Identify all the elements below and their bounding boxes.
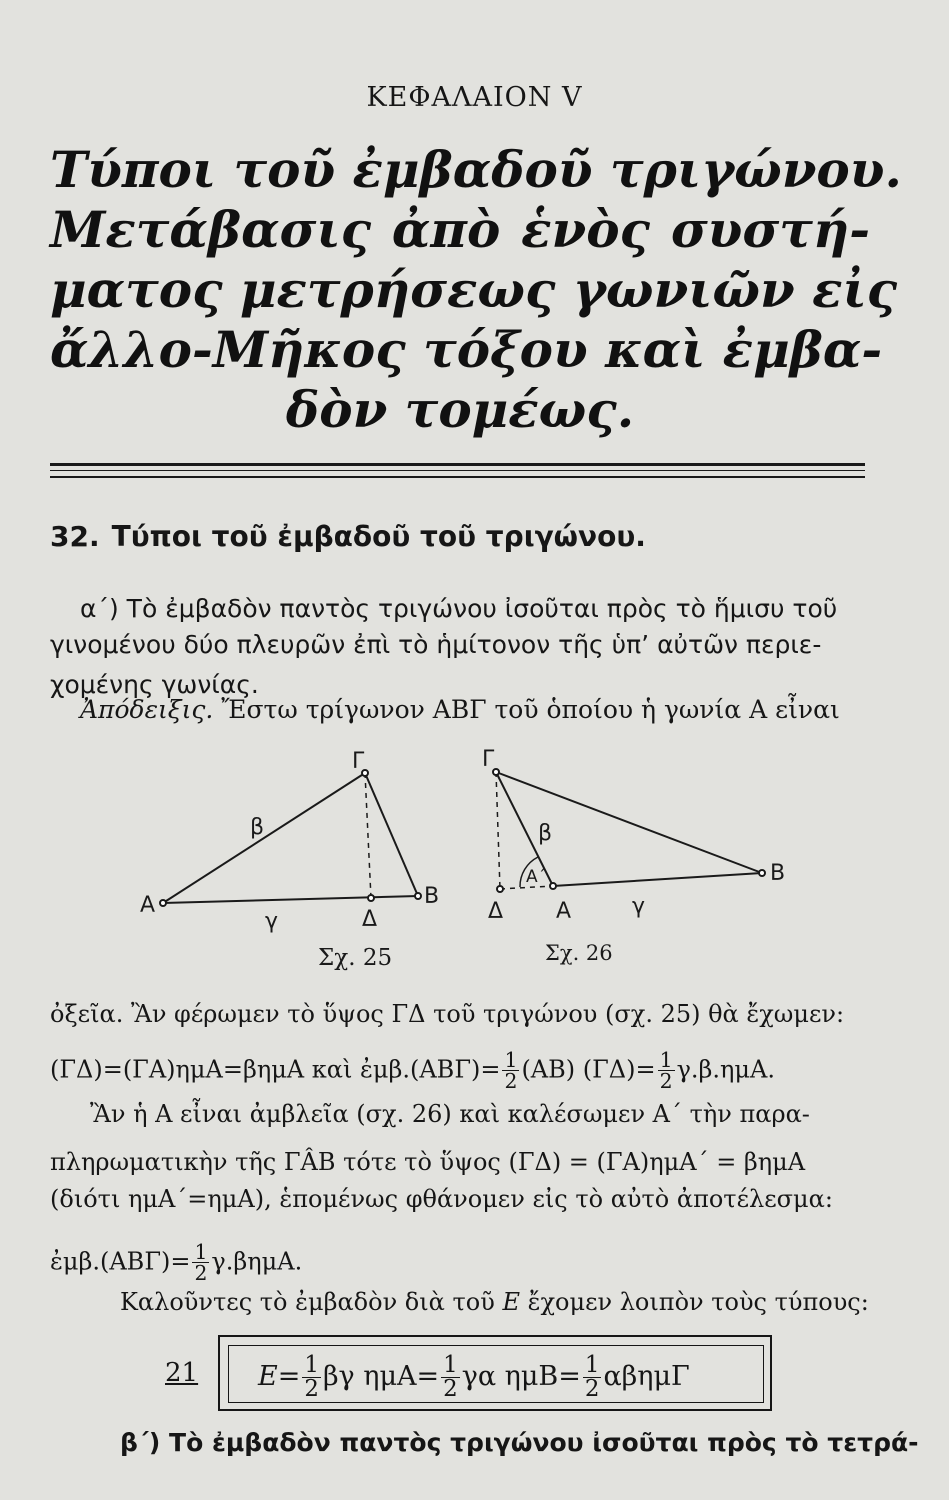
text-line xyxy=(120,1288,869,1316)
title-line: δὸν τομέως. xyxy=(285,380,635,439)
area-formula xyxy=(258,1354,690,1401)
equation-text: (ΑΒ) (ΓΔ)= xyxy=(521,1055,656,1084)
fraction-numerator: 1 xyxy=(504,1048,518,1072)
paragraph-line: α΄) Τὸ ἐμβαδὸν παντὸς τριγώνου ἰσοῦται πρὸς τὸ ἥμισυ τοῦ xyxy=(80,594,838,623)
fraction xyxy=(192,1242,209,1284)
fraction xyxy=(441,1354,460,1401)
fraction xyxy=(583,1354,602,1401)
fraction xyxy=(302,1354,321,1401)
figure-caption: Σχ. 25 xyxy=(318,945,393,971)
vertex-point xyxy=(550,883,556,889)
label-beta: β xyxy=(250,815,265,840)
text-line: (διότι ημΑ΄=ημΑ), ἑπομένως φθάνομεν εἰς τὸ αὐτὸ ἀποτέλεσμα: xyxy=(50,1185,833,1213)
fraction-denominator: 2 xyxy=(304,1375,319,1402)
text-line xyxy=(50,1148,805,1176)
proof-text: Ἔστω τρίγωνον ΑΒΓ τοῦ ὁποίου ἡ γωνία Α εἶναι xyxy=(213,695,840,724)
text-fragment: Καλοῦντες τὸ ἐμβαδὸν διὰ τοῦ xyxy=(120,1288,503,1316)
side-c-line xyxy=(163,896,418,903)
equation-text: (ΓΔ)=(ΓΑ)ημΑ=βημΑ καὶ ἐμβ.(ΑΒΓ)= xyxy=(50,1055,501,1084)
label-a-vertex: Α xyxy=(556,899,572,924)
paragraph-line: χομένης γωνίας. xyxy=(50,670,259,699)
text-line: Ἂν ἡ Α εἶναι ἀμβλεῖα (σχ. 26) καὶ καλέσωμεν Α΄ τὴν παρα- xyxy=(90,1100,810,1128)
fraction-numerator: 1 xyxy=(443,1352,458,1378)
equation-text: γ.β.ημΑ. xyxy=(676,1055,775,1084)
figure-caption: Σχ. 26 xyxy=(545,941,613,965)
fraction-numerator: 1 xyxy=(304,1352,319,1378)
proof-label: Ἀπόδειξις. xyxy=(80,695,214,724)
vertex-point xyxy=(368,895,374,901)
label-beta: β xyxy=(538,821,553,846)
label-gamma-side: γ xyxy=(265,909,279,934)
fraction-denominator: 2 xyxy=(659,1069,673,1094)
section-title: Τύποι τοῦ ἐμβαδοῦ τοῦ τριγώνου. xyxy=(111,520,646,553)
fraction-numerator: 1 xyxy=(659,1048,673,1072)
formula-lhs: Ε= xyxy=(258,1360,301,1392)
equation-line xyxy=(50,1242,302,1284)
angle-notation: ΓÂΒ xyxy=(283,1148,336,1176)
fraction-denominator: 2 xyxy=(443,1375,458,1402)
equation-text: ἐμβ.(ΑΒΓ)= xyxy=(50,1247,191,1276)
label-delta: Δ xyxy=(488,899,504,924)
vertex-point xyxy=(160,900,166,906)
equation-text: γ.βημΑ. xyxy=(211,1247,303,1276)
side-c-line xyxy=(553,873,762,886)
altitude-line xyxy=(496,772,500,889)
label-a-prime: Α΄ xyxy=(526,867,547,887)
fraction-numerator: 1 xyxy=(194,1240,208,1264)
label-a-vertex: Α xyxy=(140,893,156,918)
title-line: ἄλλο-Μῆκος τόξου καὶ ἐμβα- xyxy=(50,320,883,379)
formula-number: 21 xyxy=(165,1358,199,1388)
label-b-vertex: Β xyxy=(770,861,786,886)
fraction xyxy=(658,1050,675,1092)
label-gamma-vertex: Γ xyxy=(352,749,365,774)
formula-part: βγ ημΑ= xyxy=(322,1360,440,1392)
equation-line xyxy=(50,1050,775,1092)
altitude-line xyxy=(365,773,371,898)
text-fragment: ἔχομεν λοιπὸν τοὺς τύπους: xyxy=(519,1288,869,1316)
formula-part: γα ημΒ= xyxy=(461,1360,581,1392)
title-line: ματος μετρήσεως γωνιῶν εἰς xyxy=(50,260,898,319)
text-line: ὀξεῖα. Ἂν φέρωμεν τὸ ὕψος ΓΔ τοῦ τριγώνου (σχ. 25) θὰ ἔχωμεν: xyxy=(50,1000,845,1028)
paragraph-line: γινομένου δύο πλευρῶν ἐπὶ τὸ ἡμίτονον τῆς ὑπ’ αὐτῶν περιε- xyxy=(50,630,822,659)
title-line: Τύποι τοῦ ἐμβαδοῦ τριγώνου. xyxy=(50,140,902,199)
fraction-denominator: 2 xyxy=(584,1375,600,1402)
fraction-numerator: 1 xyxy=(584,1352,600,1378)
side-a-line xyxy=(365,773,418,896)
fraction-denominator: 2 xyxy=(504,1069,518,1094)
text-line: β΄) Τὸ ἐμβαδὸν παντὸς τριγώνου ἰσοῦται πρὸς τὸ τετρά- xyxy=(120,1428,919,1457)
label-gamma-side: γ xyxy=(632,894,646,919)
label-b-vertex: Β xyxy=(424,884,440,909)
chapter-heading: ΚΕΦΑΛΑΙΟΝ V xyxy=(366,82,583,113)
fraction-denominator: 2 xyxy=(194,1261,208,1286)
label-gamma-vertex: Γ xyxy=(482,747,495,772)
vertex-point xyxy=(415,893,421,899)
text-fragment: πληρωματικὴν τῆς xyxy=(50,1148,284,1176)
formula-part: αβημΓ xyxy=(603,1360,690,1392)
fraction xyxy=(502,1050,519,1092)
vertex-point xyxy=(759,870,765,876)
text-fragment: τότε τὸ ὕψος (ΓΔ) = (ΓΑ)ημΑ΄ = βημΑ xyxy=(335,1148,806,1176)
vertex-point xyxy=(497,886,503,892)
section-number: 32. xyxy=(50,520,100,553)
label-delta: Δ xyxy=(362,907,378,932)
title-line: Μετάβασις ἀπὸ ἑνὸς συστή- xyxy=(50,200,870,259)
variable-e: Ε xyxy=(502,1288,520,1316)
